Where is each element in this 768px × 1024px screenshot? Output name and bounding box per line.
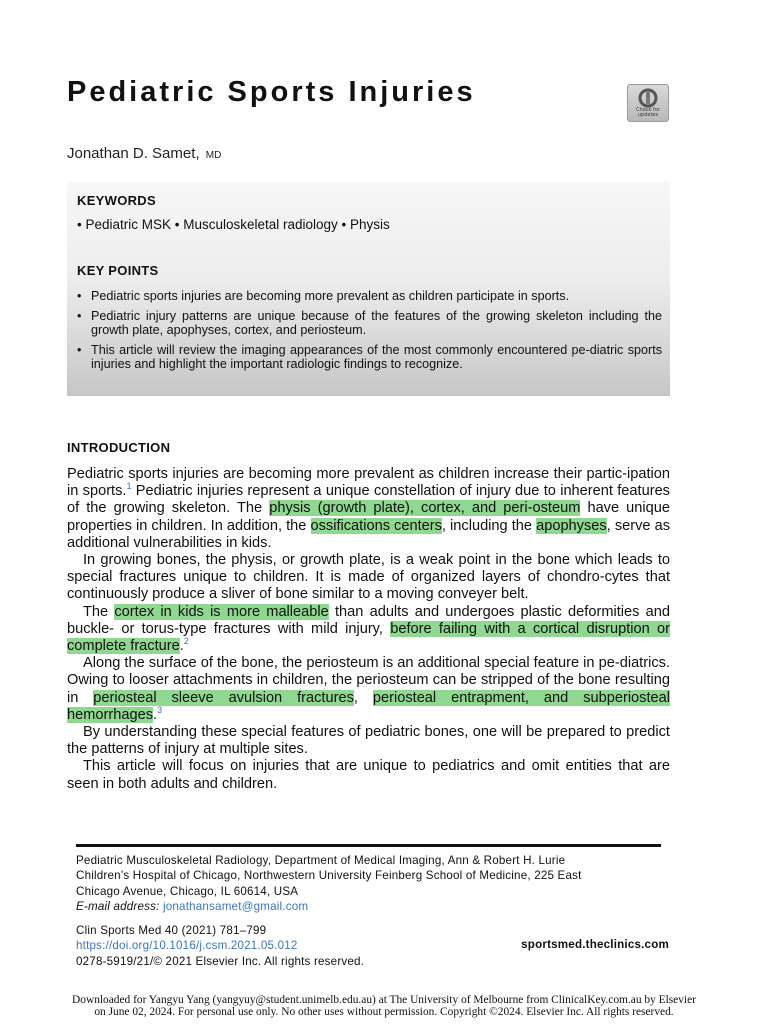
download-notice-line: on June 02, 2024. For personal use only. No other uses without permission. Copyright ©2024. Elsevier Inc. All rights reserved. [94,1006,674,1018]
article-title: Pediatric Sports Injuries [67,76,476,108]
highlight: ossifications centers [310,517,442,534]
reference-link[interactable]: 1 [126,481,132,492]
download-notice-line: Downloaded for Yangyu Yang (yangyuy@student.unimelb.edu.au) at The University of Melbourne from ClinicalKey.com.au by Elsevier [72,994,696,1006]
email-label: E-mail address: [76,899,160,913]
keywords-heading: KEYWORDS [77,193,156,208]
highlight: before failing with a cortical disruption or complete fracture [67,620,670,655]
email-link[interactable]: jonathansamet@gmail.com [162,899,309,913]
email-line [76,899,676,914]
journal-site[interactable]: sportsmed.theclinics.com [521,938,669,951]
paragraph-3: The cortex in kids is more malleable than adults and undergoes plastic deformities and buckle- or torus-type fractures with mild injury, before failing with a cortical disruption or complete fracture.$^2$ [67,603,670,655]
author-name: Jonathan D. Samet, [67,145,200,162]
affiliation-line: Chicago Avenue, Chicago, IL 60614, USA [76,884,299,898]
check-for-updates-badge[interactable] [627,84,669,122]
journal-citation: Clin Sports Med 40 (2021) 781–799 [76,924,267,937]
keywords-box [67,182,670,396]
check-for-updates-icon [635,88,661,108]
author-line [67,145,221,162]
introduction-heading: INTRODUCTION [67,440,171,455]
badge-label-line2: updates [637,112,659,118]
highlight: periosteal entrapment, and subperiosteal hemorrhages [67,689,671,723]
author-degree: MD [205,150,222,161]
reference-link[interactable]: 3 [157,704,163,715]
paragraph-1: Pediatric sports injuries are becoming more prevalent as children increase their partic-ipation in sports.$^1$ Pediatric injuries represent a unique constellation of injury due to inherent features of the growing skeleton. The physis (growth plate), cortex, and peri-osteum have unique properties in children. In addition, the ossifications centers, including the apophyses, serve as additional vulnerabilities in kids. [67,466,670,551]
paragraph-5: By understanding these special features of pediatric bones, one will be prepared to predict the patterns of injury at multiple sites. [67,724,670,758]
key-points-list [77,289,662,377]
paragraph-6: This article will focus on injuries that are unique to pediatrics and omit entities that are seen in both adults and children. [67,758,670,792]
footer-rule [76,844,661,847]
introduction-body [67,466,670,793]
highlight: cortex in kids is more malleable [114,603,329,620]
affiliation-line: Pediatric Musculoskeletal Radiology, Department of Medical Imaging, Ann & Robert H. Lurie [76,854,566,867]
key-point-item: • Pediatric injury patterns are unique because of the features of the growing skeleton including the growth plate, apophyses, cortex, and periosteum. [77,309,662,338]
highlight: physis (growth plate), cortex, and peri-osteum [269,500,581,517]
highlight: apophyses [536,517,607,534]
citation-block [76,923,364,969]
reference-link[interactable]: 2 [183,636,189,647]
paragraph-4: Along the surface of the bone, the periosteum is an additional special feature in pe-diatrics. Owing to looser attachments in children, the periosteum can be stripped of the bone resulting in periosteal sleeve avulsion fractures, periosteal entrapment, and subperiosteal hemorrhages.$^3$ [67,655,671,723]
key-points-heading: KEY POINTS [77,263,159,278]
download-notice [0,994,768,1018]
key-point-item: • This article will review the imaging appearances of the most commonly encountered pe-diatric sports injuries and highlight the important radiologic findings to recognize. [77,343,662,372]
paragraph-2: In growing bones, the physis, or growth plate, is a weak point in the bone which leads to special fractures unique to children. It is made of organized layers of chondro-cytes that continuously produce a sliver of bone similar to a moving conveyer belt. [67,552,670,603]
badge-label-line1: Check for [636,107,660,113]
doi-link[interactable]: https://doi.org/10.1016/j.csm.2021.05.012 [76,939,298,953]
keywords-list: • Pediatric MSK • Musculoskeletal radiology • Physis [77,217,390,232]
affiliation-line: Children’s Hospital of Chicago, Northwestern University Feinberg School of Medicine, 225 East [76,869,582,883]
highlight: periosteal sleeve avulsion fractures [93,689,354,706]
key-point-item: • Pediatric sports injuries are becoming more prevalent as children participate in sports. [77,289,662,304]
copyright-line: 0278-5919/21/© 2021 Elsevier Inc. All rights reserved. [76,954,365,968]
affiliation [76,853,676,914]
